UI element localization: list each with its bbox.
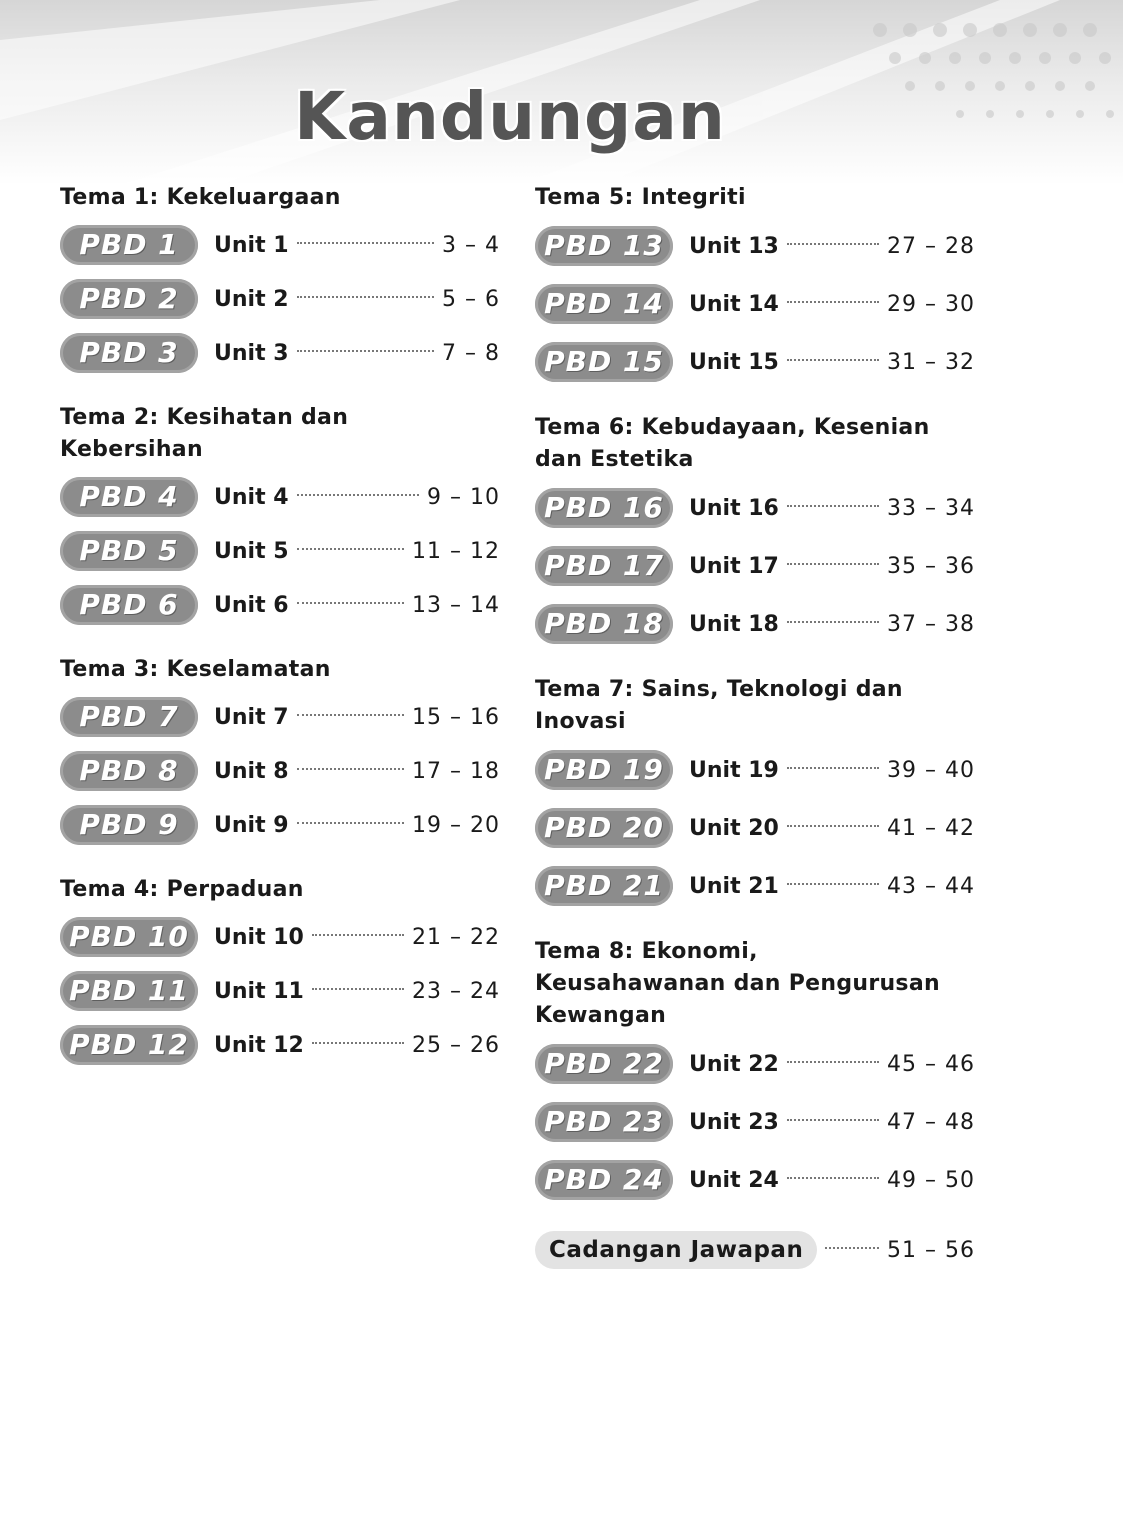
unit-label: Unit 10 xyxy=(214,924,304,950)
answers-page-range: 51 – 56 xyxy=(887,1237,975,1263)
unit-label: Unit 9 xyxy=(214,812,289,838)
theme-title: Tema 7: Sains, Teknologi dan Inovasi xyxy=(535,677,903,734)
page-range: 29 – 30 xyxy=(887,291,975,317)
toc-entry[interactable] xyxy=(535,864,975,908)
dot-leader xyxy=(297,494,419,496)
unit-label: Unit 5 xyxy=(214,538,289,564)
dot-leader xyxy=(787,563,879,565)
pbd-badge: PBD 19 xyxy=(535,750,673,790)
dot-leader xyxy=(297,350,434,352)
unit-label: Unit 13 xyxy=(689,233,779,259)
unit-label: Unit 15 xyxy=(689,349,779,375)
page-range: 35 – 36 xyxy=(887,553,975,579)
pbd-badge: PBD 18 xyxy=(535,604,673,644)
page-range: 43 – 44 xyxy=(887,873,975,899)
page-range: 31 – 32 xyxy=(887,349,975,375)
unit-label: Unit 22 xyxy=(689,1051,779,1077)
page-range: 9 – 10 xyxy=(427,484,500,510)
dot-leader xyxy=(297,602,404,604)
unit-label: Unit 7 xyxy=(214,704,289,730)
toc-entry[interactable] xyxy=(535,340,975,384)
pbd-badge: PBD 7 xyxy=(60,697,198,737)
answers-entry[interactable] xyxy=(535,1230,975,1270)
dot-leader xyxy=(297,822,404,824)
page-range: 15 – 16 xyxy=(412,704,500,730)
pbd-badge: PBD 4 xyxy=(60,477,198,517)
page-range: 25 – 26 xyxy=(412,1032,500,1058)
dot-leader xyxy=(297,768,404,770)
pbd-badge: PBD 12 xyxy=(60,1025,198,1065)
pbd-badge: PBD 3 xyxy=(60,333,198,373)
pbd-badge: PBD 1 xyxy=(60,225,198,265)
theme-title: Tema 1: Kekeluargaan xyxy=(60,185,341,210)
page-range: 39 – 40 xyxy=(887,757,975,783)
left-column xyxy=(60,182,500,1094)
page-title: Kandungan xyxy=(294,78,726,155)
dot-leader xyxy=(312,988,404,990)
pbd-badge: PBD 21 xyxy=(535,866,673,906)
page-range: 41 – 42 xyxy=(887,815,975,841)
unit-label: Unit 6 xyxy=(214,592,289,618)
toc-entry[interactable] xyxy=(535,748,975,792)
unit-label: Unit 1 xyxy=(214,232,289,258)
theme-section xyxy=(535,936,975,1202)
page-range: 13 – 14 xyxy=(412,592,500,618)
dot-leader xyxy=(787,505,879,507)
unit-label: Unit 19 xyxy=(689,757,779,783)
toc-entry[interactable] xyxy=(60,476,500,518)
unit-label: Unit 14 xyxy=(689,291,779,317)
page-range: 5 – 6 xyxy=(442,286,500,312)
pbd-badge: PBD 23 xyxy=(535,1102,673,1142)
page-range: 3 – 4 xyxy=(442,232,500,258)
dot-leader xyxy=(312,934,404,936)
pbd-badge: PBD 22 xyxy=(535,1044,673,1084)
pbd-badge: PBD 17 xyxy=(535,546,673,586)
dot-leader xyxy=(787,1119,879,1121)
dot-leader xyxy=(787,359,879,361)
toc-entry[interactable] xyxy=(60,1024,500,1066)
toc-entry[interactable] xyxy=(60,332,500,374)
dot-leader xyxy=(787,1177,879,1179)
theme-section xyxy=(535,182,975,384)
dot-leader xyxy=(825,1247,879,1249)
dot-leader xyxy=(787,767,879,769)
unit-label: Unit 18 xyxy=(689,611,779,637)
right-column xyxy=(535,182,975,1270)
pbd-badge: PBD 9 xyxy=(60,805,198,845)
page-range: 49 – 50 xyxy=(887,1167,975,1193)
pbd-badge: PBD 15 xyxy=(535,342,673,382)
pbd-badge: PBD 5 xyxy=(60,531,198,571)
dot-leader xyxy=(787,825,879,827)
dot-leader xyxy=(787,301,879,303)
toc-entry[interactable] xyxy=(60,916,500,958)
unit-label: Unit 16 xyxy=(689,495,779,521)
toc-entry[interactable] xyxy=(535,544,975,588)
answers-label: Cadangan Jawapan xyxy=(535,1231,817,1269)
page-range: 21 – 22 xyxy=(412,924,500,950)
toc-entry[interactable] xyxy=(535,486,975,530)
dot-leader xyxy=(297,548,404,550)
dot-leader xyxy=(297,714,404,716)
toc-entry[interactable] xyxy=(535,1100,975,1144)
toc-entry[interactable] xyxy=(60,970,500,1012)
dot-leader xyxy=(787,883,879,885)
dot-leader xyxy=(312,1042,404,1044)
page-range: 23 – 24 xyxy=(412,978,500,1004)
pbd-badge: PBD 14 xyxy=(535,284,673,324)
pbd-badge: PBD 6 xyxy=(60,585,198,625)
toc-entry[interactable] xyxy=(60,804,500,846)
page-range: 45 – 46 xyxy=(887,1051,975,1077)
page-range: 27 – 28 xyxy=(887,233,975,259)
theme-title: Tema 8: Ekonomi, Keusahawanan dan Pengurusan Kewangan xyxy=(535,939,940,1028)
page-range: 19 – 20 xyxy=(412,812,500,838)
unit-label: Unit 4 xyxy=(214,484,289,510)
theme-title: Tema 6: Kebudayaan, Kesenian dan Estetika xyxy=(535,415,930,472)
unit-label: Unit 8 xyxy=(214,758,289,784)
theme-title: Tema 5: Integriti xyxy=(535,185,746,210)
toc-entry[interactable] xyxy=(535,806,975,850)
toc-entry[interactable] xyxy=(535,1158,975,1202)
toc-entry[interactable] xyxy=(60,224,500,266)
theme-title: Tema 2: Kesihatan dan Kebersihan xyxy=(60,405,349,462)
toc-entry[interactable] xyxy=(60,750,500,792)
pbd-badge: PBD 11 xyxy=(60,971,198,1011)
toc-entry[interactable] xyxy=(60,696,500,738)
page-range: 37 – 38 xyxy=(887,611,975,637)
theme-title: Tema 3: Keselamatan xyxy=(60,657,331,682)
theme-section xyxy=(60,182,500,374)
toc-entry[interactable] xyxy=(535,282,975,326)
pbd-badge: PBD 16 xyxy=(535,488,673,528)
page-range: 47 – 48 xyxy=(887,1109,975,1135)
pbd-badge: PBD 20 xyxy=(535,808,673,848)
theme-section xyxy=(535,674,975,908)
unit-label: Unit 21 xyxy=(689,873,779,899)
dot-leader xyxy=(787,621,879,623)
page-range: 7 – 8 xyxy=(442,340,500,366)
theme-section xyxy=(60,874,500,1066)
unit-label: Unit 17 xyxy=(689,553,779,579)
theme-title: Tema 4: Perpaduan xyxy=(60,877,304,902)
page-range: 11 – 12 xyxy=(412,538,500,564)
pbd-badge: PBD 2 xyxy=(60,279,198,319)
pbd-badge: PBD 24 xyxy=(535,1160,673,1200)
pbd-badge: PBD 13 xyxy=(535,226,673,266)
unit-label: Unit 20 xyxy=(689,815,779,841)
unit-label: Unit 23 xyxy=(689,1109,779,1135)
theme-section xyxy=(60,654,500,846)
pbd-badge: PBD 8 xyxy=(60,751,198,791)
dot-leader xyxy=(297,242,434,244)
toc-entry[interactable] xyxy=(60,584,500,626)
unit-label: Unit 11 xyxy=(214,978,304,1004)
toc-entry[interactable] xyxy=(535,602,975,646)
pbd-badge: PBD 10 xyxy=(60,917,198,957)
page-range: 33 – 34 xyxy=(887,495,975,521)
dot-leader xyxy=(297,296,434,298)
theme-section xyxy=(60,402,500,626)
toc-entry[interactable] xyxy=(60,530,500,572)
dot-leader xyxy=(787,243,879,245)
page-range: 17 – 18 xyxy=(412,758,500,784)
toc-entry[interactable] xyxy=(535,224,975,268)
toc-entry[interactable] xyxy=(60,278,500,320)
theme-section xyxy=(535,412,975,646)
unit-label: Unit 3 xyxy=(214,340,289,366)
unit-label: Unit 24 xyxy=(689,1167,779,1193)
dot-leader xyxy=(787,1061,879,1063)
toc-entry[interactable] xyxy=(535,1042,975,1086)
unit-label: Unit 2 xyxy=(214,286,289,312)
unit-label: Unit 12 xyxy=(214,1032,304,1058)
